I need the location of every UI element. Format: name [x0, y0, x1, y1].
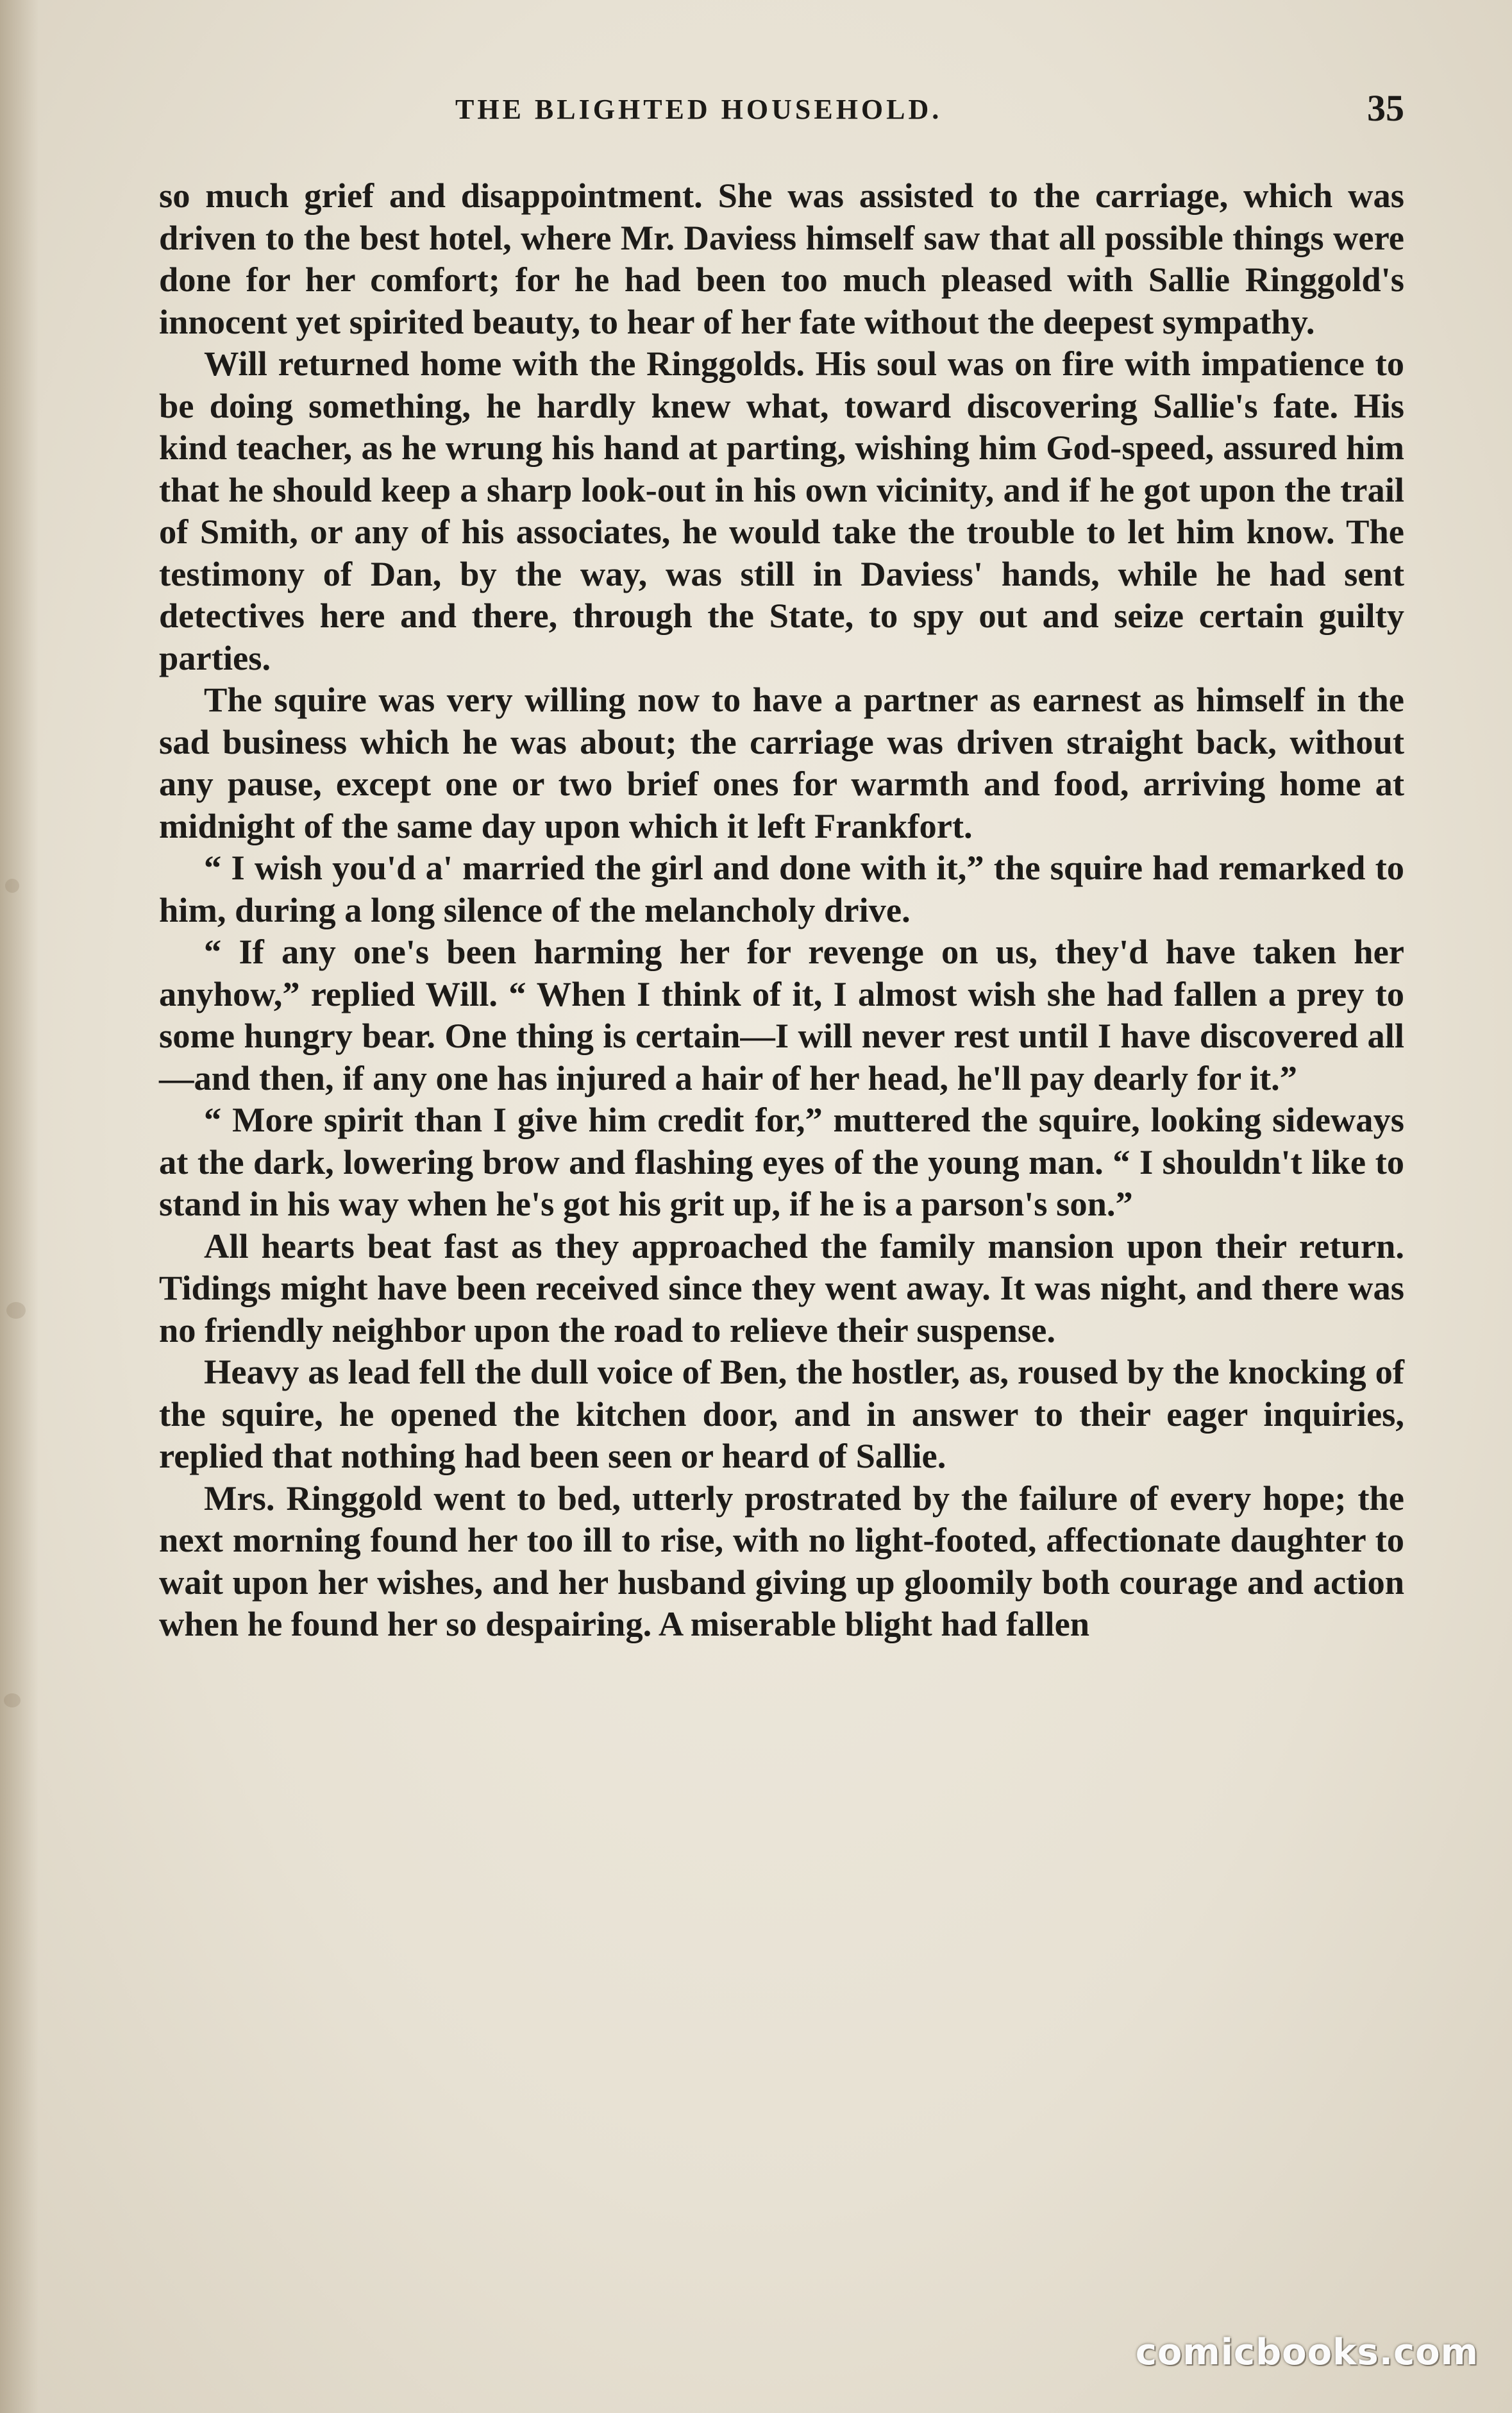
page-number: 35 [1367, 87, 1404, 129]
paragraph: so much grief and disappointment. She was assisted to the carriage, which was driven to the best hotel, where Mr. Daviess himself saw that all possible things were done for her comfort; for he had been too much pleased with Sallie Ringgold's innocent yet spirited beauty, to hear of her fate without the deepest sympathy. [159, 176, 1404, 341]
body-text [159, 174, 1404, 1645]
paragraph: Will returned home with the Ringgolds. His soul was on fire with impatience to be doing something, he hardly knew what, toward discovering Sallie's fate. His kind teacher, as he wrung his hand at parting, wishing him God-speed, assured him that he should keep a sharp look-out in his own vicinity, and if he got upon the trail of Smith, or any of his associates, he would take the trouble to let him know. The testimony of Dan, by the way, was still in Daviess' hands, while he had sent detectives here and there, through the State, to spy out and seize certain guilty parties. [159, 344, 1404, 677]
paragraph: Mrs. Ringgold went to bed, utterly prostrated by the failure of every hope; the next morning found her too ill to rise, with no light-footed, affectionate daughter to wait upon her wishes, and her husband giving up gloomily both courage and action when he found her so despairing. A miserable blight had fallen [159, 1478, 1404, 1643]
watermark: comicbooks.com [1135, 2332, 1479, 2373]
paragraph: “ If any one's been harming her for revenge on us, they'd have taken her anyhow,” replied Will. “ When I think of it, I almost wish she had fallen a prey to some hungry bear. One thing is certain—I will never rest until I have discovered all—and then, if any one has injured a hair of her head, he'll pay dearly for it.” [159, 932, 1404, 1097]
paper-stain [6, 1302, 26, 1319]
paragraph: “ I wish you'd a' married the girl and done with it,” the squire had remarked to him, during a long silence of the melancholy drive. [159, 848, 1404, 929]
paragraph: All hearts beat fast as they approached the family mansion upon their return. Tidings might have been received since they went away. It was night, and there was no friendly neighbor upon the road to relieve their suspense. [159, 1226, 1404, 1350]
paper-stain [4, 1693, 21, 1707]
paragraph: “ More spirit than I give him credit for,” muttered the squire, looking sideways at the dark, lowering brow and flashing eyes of the young man. “ I shouldn't like to stand in his way when he's got his grit up, if he is a parson's son.” [159, 1100, 1404, 1223]
paragraph: Heavy as lead fell the dull voice of Ben, the hostler, as, roused by the knocking of the squire, he opened the kitchen door, and in answer to their eager inquiries, replied that nothing had been seen or heard of Sallie. [159, 1352, 1404, 1475]
paper-stain [5, 879, 19, 893]
page-header [160, 87, 1404, 138]
paragraph: The squire was very willing now to have a partner as earnest as himself in the sad business which he was about; the carriage was driven straight back, without any pause, except one or two brief ones for warmth and food, arriving home at midnight of the same day upon which it left Frankfort. [159, 680, 1404, 845]
page-spine-shadow [0, 0, 38, 2413]
running-head: THE BLIGHTED HOUSEHOLD. [455, 94, 943, 125]
